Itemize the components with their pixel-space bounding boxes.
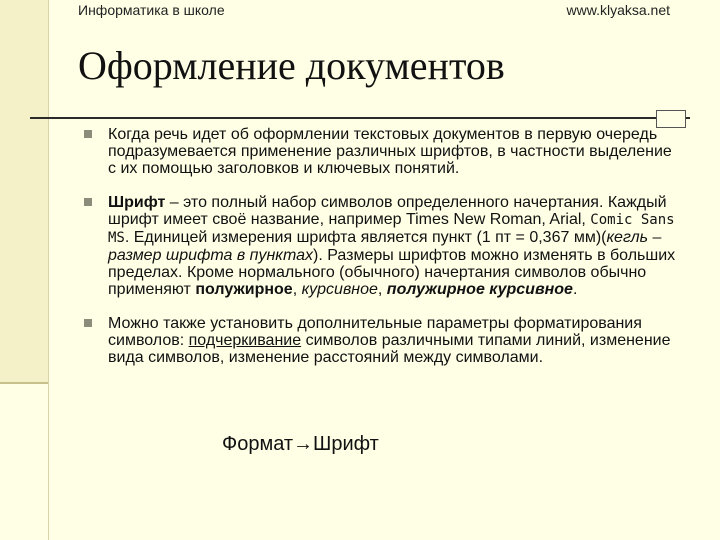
- header-site-link[interactable]: www.klyaksa.net: [566, 2, 670, 18]
- bullet-item-2: [84, 194, 684, 298]
- bullet-2-paragraph: [108, 194, 684, 298]
- square-bullet-icon: [84, 319, 92, 327]
- bold-sample: полужирное: [195, 281, 293, 298]
- kegl-note: кегль – размер шрифта в пунктах: [108, 229, 662, 264]
- underline-sample: подчеркивание: [188, 332, 302, 349]
- title-underline: [30, 117, 690, 119]
- italic-sample: курсивное: [301, 281, 378, 298]
- header-left-text: Информатика в школе: [78, 2, 225, 18]
- comic-sans-sample: Comic Sans MS: [108, 212, 675, 246]
- bullet-2-text-c: ). Размеры шрифтов можно изменять в больших пределах. Кроме нормального (обычного) начертания символов обычно применяют: [108, 247, 676, 298]
- term-font: Шрифт: [108, 194, 166, 211]
- separator-2: ,: [377, 281, 387, 298]
- bullet-2-end: .: [572, 281, 578, 298]
- menu-path-format-font: Формат→Шрифт: [222, 433, 379, 455]
- bullet-list: [84, 126, 684, 383]
- bullet-1-text: Когда речь идет об оформлении текстовых документов в первую очередь подразумевается применение различных шрифтов, в частности выделение с их помощью заголовков и ключевых понятий.: [108, 126, 672, 177]
- separator-1: ,: [292, 281, 302, 298]
- bold-italic-sample: полужирное курсивное: [386, 281, 573, 298]
- margin-line: [48, 0, 49, 540]
- square-bullet-icon: [84, 198, 92, 206]
- square-bullet-icon: [84, 130, 92, 138]
- bullet-item-1: [84, 126, 684, 177]
- bullet-2-text-a: – это полный набор символов определенного начертания. Каждый шрифт имеет своё название, например Times New Roman, Arial,: [108, 194, 667, 228]
- left-decor-rule: [0, 382, 48, 384]
- bullet-3-text-b: символов различными типами линий, изменение вида символов, изменение расстояний между символами.: [108, 332, 671, 366]
- bullet-3-text-a: Можно также установить дополнительные параметры форматирования символов:: [108, 315, 642, 349]
- bullet-item-3: [84, 315, 684, 366]
- bullet-2-text-b: . Единицей измерения шрифта является пункт (1 пт = 0,367 мм)(: [124, 229, 607, 246]
- left-decor-stripe: [0, 0, 48, 382]
- page-title: Оформление документов: [78, 43, 505, 88]
- bullet-3-paragraph: [108, 315, 684, 366]
